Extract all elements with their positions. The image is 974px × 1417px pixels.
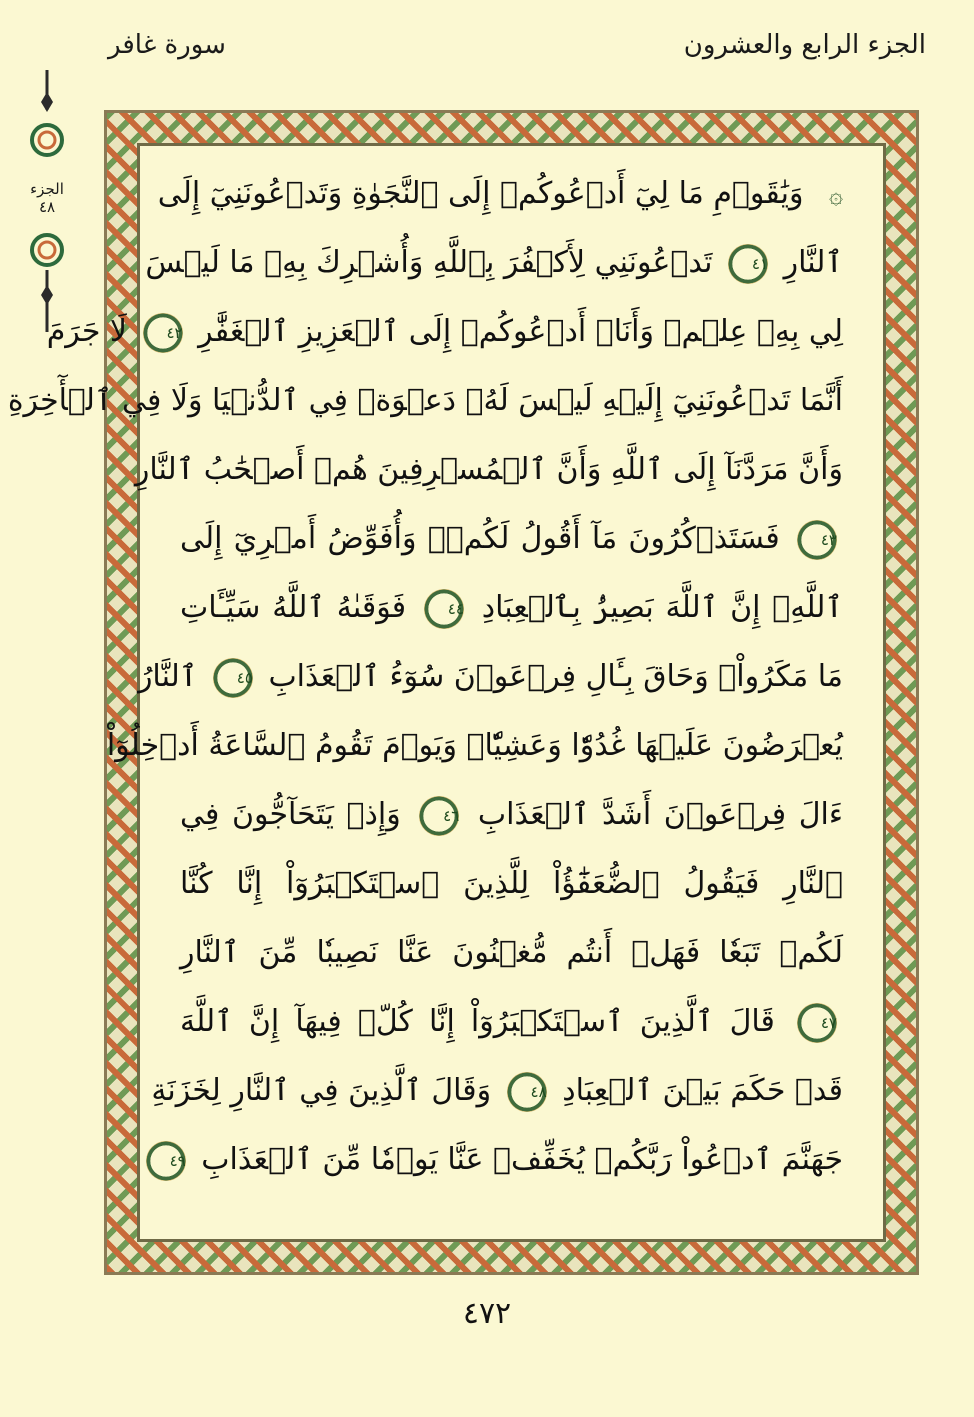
verse-text: لَا جَرَمَ	[46, 314, 128, 349]
ayah-number-marker: ٤٣	[797, 520, 837, 560]
surah-header: سورة غافر	[108, 30, 226, 60]
ayah-number-marker: ٤٢	[143, 313, 183, 353]
juz-header: الجزء الرابع والعشرون	[683, 30, 926, 60]
verse-text: وَإِذۡ يَتَحَآجُّونَ فِي	[180, 797, 401, 832]
verse-text: ٱلنَّارِ	[783, 245, 843, 280]
verse-line	[180, 992, 843, 1052]
verse-text: ٱلنَّارُ	[137, 659, 198, 694]
verse-line	[157, 164, 843, 224]
verse-line	[180, 509, 843, 569]
verse-text: وَيَٰقَوۡمِ مَا لِيٓ أَدۡعُوكُمۡ إِلَى ٱلنَّجَوٰةِ وَتَدۡعُونَنِيٓ إِلَى	[157, 176, 804, 211]
verse-line	[106, 716, 843, 776]
verse-line	[145, 233, 843, 293]
verse-line	[180, 578, 843, 638]
verse-line	[151, 1061, 843, 1121]
verse-text: تَدۡعُونَنِي لِأَكۡفُرَ بِٱللَّهِ وَأُشۡرِكَ بِهِۦ مَا لَيۡسَ	[145, 245, 713, 280]
verse-line	[134, 440, 843, 500]
ayah-number-marker: ٤٩	[146, 1141, 186, 1181]
side-juz-number: ٤٨	[38, 198, 56, 216]
ayah-number-marker: ٤٧	[797, 1003, 837, 1043]
juz-side-marker	[30, 70, 64, 340]
verse-line	[7, 371, 843, 431]
verse-text: قَالَ ٱلَّذِينَ ٱسۡتَكۡبَرُوٓاْ إِنَّا كُلّٞ فِيهَآ إِنَّ ٱللَّهَ	[180, 1004, 775, 1039]
verse-text: لَكُمۡ تَبَعٗا فَهَلۡ أَنتُم مُّغۡنُونَ عَنَّا نَصِيبٗا مِّنَ ٱلنَّارِ	[180, 935, 843, 970]
verse-line	[169, 1130, 843, 1190]
ayah-number-marker: ٤٦	[419, 796, 459, 836]
page-number: ٤٧٢	[462, 1296, 512, 1331]
verse-text: أَنَّمَا تَدۡعُونَنِيٓ إِلَيۡهِ لَيۡسَ لَهُۥ دَعۡوَةٞ فِي ٱلدُّنۡيَا وَلَا فِي ٱلۡأٓخِرَةِ	[7, 383, 843, 418]
verse-text: فَوَقَىٰهُ ٱللَّهُ سَيِّـَٔاتِ	[180, 590, 407, 625]
verse-text: مَا مَكَرُواْۖ وَحَاقَ بِـَٔالِ فِرۡعَوۡنَ سُوٓءُ ٱلۡعَذَابِ	[268, 659, 843, 694]
verse-line	[137, 647, 843, 707]
verse-text: ٱللَّهِۚ إِنَّ ٱللَّهَ بَصِيرُۢ بِٱلۡعِبَادِ	[481, 590, 844, 625]
verse-text: قَدۡ حَكَمَ بَيۡنَ ٱلۡعِبَادِ	[562, 1073, 843, 1108]
ayah-number-marker: ٤٤	[424, 589, 464, 629]
verse-text: وَقَالَ ٱلَّذِينَ فِي ٱلنَّارِ لِخَزَنَةِ	[151, 1073, 492, 1108]
ayah-number-marker: ٤١	[728, 244, 768, 284]
verse-text: ٱلنَّارِ فَيَقُولُ ٱلضُّعَفَٰٓؤُاْ لِلَّذِينَ ٱسۡتَكۡبَرُوٓاْ إِنَّا كُنَّا	[180, 866, 843, 901]
verse-line	[180, 854, 843, 914]
verse-text: جَهَنَّمَ ٱدۡعُواْ رَبَّكُمۡ يُخَفِّفۡ عَنَّا يَوۡمٗا مِّنَ ٱلۡعَذَابِ	[201, 1142, 843, 1177]
verse-line	[180, 785, 843, 845]
rub-el-hizb-icon: ۞	[828, 180, 843, 209]
verse-text: يُعۡرَضُونَ عَلَيۡهَا غُدُوّٗا وَعَشِيّٗاۚ وَيَوۡمَ تَقُومُ ٱلسَّاعَةُ أَدۡخِلُوٓاْ	[106, 728, 843, 763]
verse-text: ءَالَ فِرۡعَوۡنَ أَشَدَّ ٱلۡعَذَابِ	[477, 797, 843, 832]
side-juz-label: الجزء	[30, 180, 64, 198]
verse-text: فَسَتَذۡكُرُونَ مَآ أَقُولُ لَكُمۡۚ وَأُفَوِّضُ أَمۡرِيٓ إِلَى	[180, 521, 780, 556]
verse-line	[180, 923, 843, 983]
verse-text: وَأَنَّ مَرَدَّنَآ إِلَى ٱللَّهِ وَأَنَّ ٱلۡمُسۡرِفِينَ هُمۡ أَصۡحَٰبُ ٱلنَّارِ	[134, 452, 843, 487]
verse-line	[46, 302, 843, 362]
ayah-number-marker: ٤٥	[213, 658, 253, 698]
ayah-number-marker: ٤٨	[507, 1072, 547, 1112]
verse-text: لِي بِهِۦ عِلۡمٞ وَأَنَا۠ أَدۡعُوكُمۡ إِلَى ٱلۡعَزِيزِ ٱلۡغَفَّٰرِ	[198, 314, 843, 349]
